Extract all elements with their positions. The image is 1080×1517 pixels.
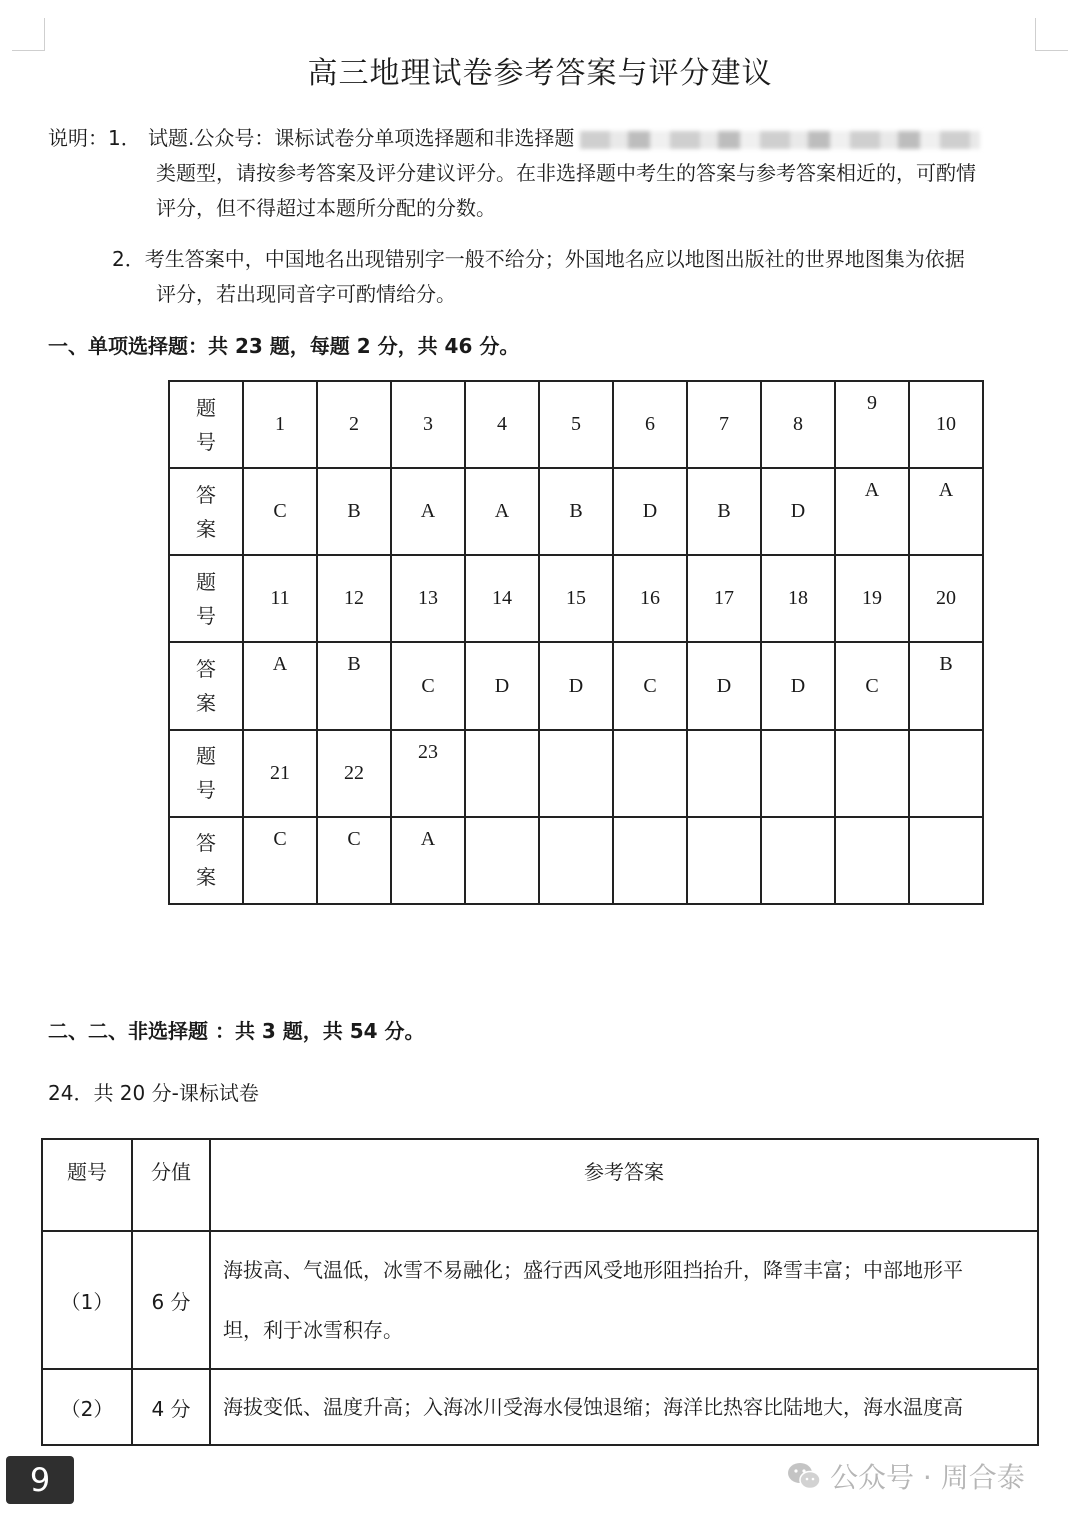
crop-mark-top-left [12,18,45,51]
table-row [169,730,983,817]
table-row [42,1369,1038,1445]
table-row [169,642,983,729]
note-1 [148,121,1038,226]
question-number-cell [465,730,539,817]
answer-cell: A [391,817,465,904]
note-1-line-1: 试题.公众号：课标试卷分单项选择题和非选择题 [148,126,575,150]
question-24-title: 24．共 20 分-课标试卷 [48,1081,259,1105]
answer-cell: A [391,468,465,555]
table-row [169,555,983,642]
note-1-line-2: 类题型，请按参考答案及评分建议评分。在非选择题中考生的答案与参考答案相近的，可酌情 [156,161,976,185]
row-header-question-no: 题 号 [169,381,243,468]
answer-cell: C [391,642,465,729]
document-title: 高三地理试卷参考答案与评分建议 [307,56,773,91]
note-1-line-3: 评分，但不得超过本题所分配的分数。 [156,196,496,220]
question-number-cell [761,730,835,817]
question-number-cell: 2 [317,381,391,468]
question-number-cell: 15 [539,555,613,642]
question-24-answer-table [41,1138,1039,1446]
multiple-choice-answer-table [168,380,984,905]
question-number-cell: 1 [243,381,317,468]
answer-cell: C [613,642,687,729]
question-number-cell: 10 [909,381,983,468]
redacted-text [580,131,980,149]
question-number-cell: 8 [761,381,835,468]
wechat-icon [786,1461,822,1491]
note-2 [112,242,1042,312]
answer-cell: C [243,468,317,555]
answer-cell: C [243,817,317,904]
watermark-text: 公众号 · 周合泰 [830,1461,1025,1494]
notes-label: 说明：1． [48,126,141,150]
question-number-cell: 16 [613,555,687,642]
question-number-cell [835,730,909,817]
answer-cell: B [539,468,613,555]
header-score: 分值 [132,1139,210,1231]
answer-cell [687,817,761,904]
question-number-cell: 22 [317,730,391,817]
answer-cell: B [317,468,391,555]
question-number-cell [909,730,983,817]
question-number-cell: 6 [613,381,687,468]
answer-cell: A [909,468,983,555]
row-answer [210,1369,1038,1445]
question-number-cell [687,730,761,817]
answer-cell: D [465,642,539,729]
question-number-cell [539,730,613,817]
answer-cell: D [761,468,835,555]
row-header-answer: 答 案 [169,642,243,729]
answer-cell [761,817,835,904]
question-number-cell: 18 [761,555,835,642]
answer-cell [835,817,909,904]
question-number-cell: 13 [391,555,465,642]
answer-cell: B [909,642,983,729]
question-number-cell: 4 [465,381,539,468]
question-number-cell: 3 [391,381,465,468]
answer-cell: D [539,642,613,729]
row-header-question-no: 题 号 [169,730,243,817]
question-number-cell: 7 [687,381,761,468]
answer-cell [909,817,983,904]
question-number-cell: 11 [243,555,317,642]
answer-cell: D [687,642,761,729]
answer-cell: A [243,642,317,729]
row-question-no: （1） [42,1231,132,1369]
row-score: 4 分 [132,1369,210,1445]
table-row [169,817,983,904]
row-answer-line: 海拔变低、温度升高；入海冰川受海水侵蚀退缩；海洋比热容比陆地大，海水温度高 [223,1395,963,1419]
header-question-no: 题号 [42,1139,132,1231]
question-number-cell: 12 [317,555,391,642]
answer-cell: B [317,642,391,729]
answer-cell: D [613,468,687,555]
answer-cell [613,817,687,904]
answer-cell [539,817,613,904]
row-answer-line: 坦，利于冰雪积存。 [223,1318,403,1342]
question-number-cell: 19 [835,555,909,642]
answer-cell [465,817,539,904]
question-number-cell: 9 [835,381,909,468]
table-row [169,381,983,468]
note-2-line-2: 评分，若出现同音字可酌情给分。 [156,282,456,306]
section-1-heading: 一、单项选择题：共 23 题，每题 2 分，共 46 分。 [48,334,520,358]
crop-mark-top-right [1035,18,1068,51]
table-row [42,1231,1038,1369]
watermark [786,1456,1025,1496]
question-number-cell: 5 [539,381,613,468]
answer-cell: C [835,642,909,729]
question-number-cell: 21 [243,730,317,817]
page-number-badge: 9 [6,1456,74,1504]
question-number-cell: 20 [909,555,983,642]
answer-cell: C [317,817,391,904]
row-answer-line: 海拔高、气温低，冰雪不易融化；盛行西风受地形阻挡抬升，降雪丰富；中部地形平 [223,1258,963,1282]
row-header-answer: 答 案 [169,817,243,904]
row-question-no: （2） [42,1369,132,1445]
section-2-heading: 二、二、非选择题 ：共 3 题，共 54 分。 [48,1019,425,1043]
answer-cell: A [465,468,539,555]
question-number-cell: 14 [465,555,539,642]
answer-cell: A [835,468,909,555]
row-answer [210,1231,1038,1369]
row-header-question-no: 题 号 [169,555,243,642]
row-score: 6 分 [132,1231,210,1369]
answer-cell: D [761,642,835,729]
question-number-cell: 23 [391,730,465,817]
note-2-line-1: 2．考生答案中，中国地名出现错别字一般不给分；外国地名应以地图出版社的世界地图集为依据 [112,247,965,271]
row-header-answer: 答 案 [169,468,243,555]
question-number-cell [613,730,687,817]
header-reference-answer: 参考答案 [210,1139,1038,1231]
question-number-cell: 17 [687,555,761,642]
answer-cell: B [687,468,761,555]
table-row [169,468,983,555]
